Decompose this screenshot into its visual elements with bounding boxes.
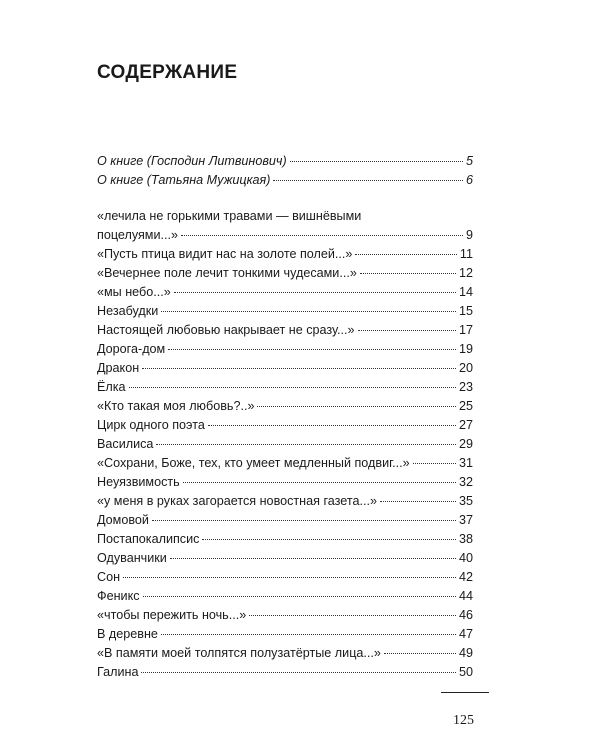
entry-page: 35	[458, 494, 473, 508]
toc-entry	[97, 473, 473, 492]
dot-leader	[360, 272, 456, 274]
dot-leader	[413, 462, 456, 464]
toc-entry	[97, 606, 473, 625]
dot-leader	[358, 329, 456, 331]
entry-title: Ёлка	[97, 380, 126, 394]
toc-entry	[97, 416, 473, 435]
toc-entry	[97, 171, 473, 190]
entry-page: 23	[458, 380, 473, 394]
entry-page: 40	[458, 551, 473, 565]
entry-title: «у меня в руках загорается новостная газета...»	[97, 494, 377, 508]
toc-entry	[97, 283, 473, 302]
entry-page: 9	[465, 228, 473, 242]
dot-leader	[181, 234, 463, 236]
dot-leader	[161, 310, 456, 312]
toc-entry-first-line: «лечила не горькими травами — вишнёвыми	[97, 209, 362, 223]
entry-page: 31	[458, 456, 473, 470]
dot-leader	[183, 481, 456, 483]
entry-title: Сон	[97, 570, 121, 584]
dot-leader	[143, 595, 456, 597]
entry-title: Дракон	[97, 361, 140, 375]
toc-entry	[97, 587, 473, 606]
entry-page: 12	[458, 266, 473, 280]
entry-title: Незабудки	[97, 304, 159, 318]
entry-page: 47	[458, 627, 473, 641]
toc-entry	[97, 492, 473, 511]
toc-entry	[97, 321, 473, 340]
dot-leader	[380, 500, 456, 502]
entry-title: В деревне	[97, 627, 158, 641]
toc-entry	[97, 152, 473, 171]
entry-title: «В памяти моей толпятся полузатёртые лица...»	[97, 646, 381, 660]
toc-entry	[97, 644, 473, 663]
footer-rule	[441, 692, 489, 693]
entry-page: 29	[458, 437, 473, 451]
dot-leader	[142, 367, 456, 369]
entry-title: Галина	[97, 665, 139, 679]
toc-entry	[97, 530, 473, 549]
entry-page: 19	[458, 342, 473, 356]
entry-title: Василиса	[97, 437, 154, 451]
dot-leader	[168, 348, 456, 350]
toc-entry	[97, 397, 473, 416]
dot-leader	[161, 633, 456, 635]
toc-entry	[97, 549, 473, 568]
entry-page: 14	[458, 285, 473, 299]
toc-entry-first	[97, 226, 473, 245]
toc-entry	[97, 340, 473, 359]
entry-page: 25	[458, 399, 473, 413]
entry-title: Постапокалипсис	[97, 532, 200, 546]
toc-entry	[97, 359, 473, 378]
entry-page: 46	[458, 608, 473, 622]
dot-leader	[202, 538, 456, 540]
toc-list	[97, 207, 473, 682]
entry-title: Цирк одного поэта	[97, 418, 205, 432]
toc-entry	[97, 511, 473, 530]
contents-heading: СОДЕРЖАНИЕ	[97, 62, 238, 83]
dot-leader	[174, 291, 456, 293]
entry-title: «мы небо...»	[97, 285, 171, 299]
entry-page: 27	[458, 418, 473, 432]
entry-page: 15	[458, 304, 473, 318]
entry-title: Дорога-дом	[97, 342, 166, 356]
dot-leader	[156, 443, 456, 445]
entry-title: О книге (Татьяна Мужицкая)	[97, 173, 271, 187]
entry-title: «Вечернее поле лечит тонкими чудесами...»	[97, 266, 357, 280]
entry-title: Одуванчики	[97, 551, 167, 565]
toc-entry	[97, 625, 473, 644]
entry-title: Неуязвимость	[97, 475, 180, 489]
entry-page: 11	[459, 247, 473, 261]
dot-leader	[257, 405, 456, 407]
entry-title: Настоящей любовью накрывает не сразу...»	[97, 323, 355, 337]
toc-entry	[97, 264, 473, 283]
entry-page: 42	[458, 570, 473, 584]
entry-title: «Кто такая моя любовь?..»	[97, 399, 255, 413]
entry-page: 44	[458, 589, 473, 603]
entry-page: 20	[458, 361, 473, 375]
dot-leader	[152, 519, 456, 521]
dot-leader	[170, 557, 456, 559]
entry-page: 6	[465, 173, 473, 187]
toc-entry	[97, 302, 473, 321]
dot-leader	[123, 576, 456, 578]
entry-title: поцелуями...»	[97, 228, 178, 242]
entry-page: 5	[465, 154, 473, 168]
entry-page: 49	[458, 646, 473, 660]
entry-title: «Сохрани, Боже, тех, кто умеет медленный подвиг...»	[97, 456, 410, 470]
toc-entry	[97, 454, 473, 473]
toc-entry	[97, 435, 473, 454]
entry-title: О книге (Господин Литвинович)	[97, 154, 287, 168]
toc-entry	[97, 663, 473, 682]
entry-page: 17	[458, 323, 473, 337]
dot-leader	[141, 671, 456, 673]
toc-entry	[97, 245, 473, 264]
entry-title: «Пусть птица видит нас на золоте полей...»	[97, 247, 353, 261]
intro-entries	[97, 152, 473, 190]
entry-page: 38	[458, 532, 473, 546]
dot-leader	[290, 160, 463, 162]
dot-leader	[129, 386, 456, 388]
entry-page: 32	[458, 475, 473, 489]
dot-leader	[249, 614, 456, 616]
toc-entry	[97, 568, 473, 587]
dot-leader	[208, 424, 456, 426]
entry-title: «чтобы пережить ночь...»	[97, 608, 247, 622]
dot-leader	[273, 179, 463, 181]
entry-title: Феникс	[97, 589, 140, 603]
entry-page: 37	[458, 513, 473, 527]
dot-leader	[355, 253, 457, 255]
page-number: 125	[453, 713, 474, 728]
dot-leader	[384, 652, 456, 654]
toc-entry	[97, 378, 473, 397]
entry-title: Домовой	[97, 513, 149, 527]
entry-page: 50	[458, 665, 473, 679]
